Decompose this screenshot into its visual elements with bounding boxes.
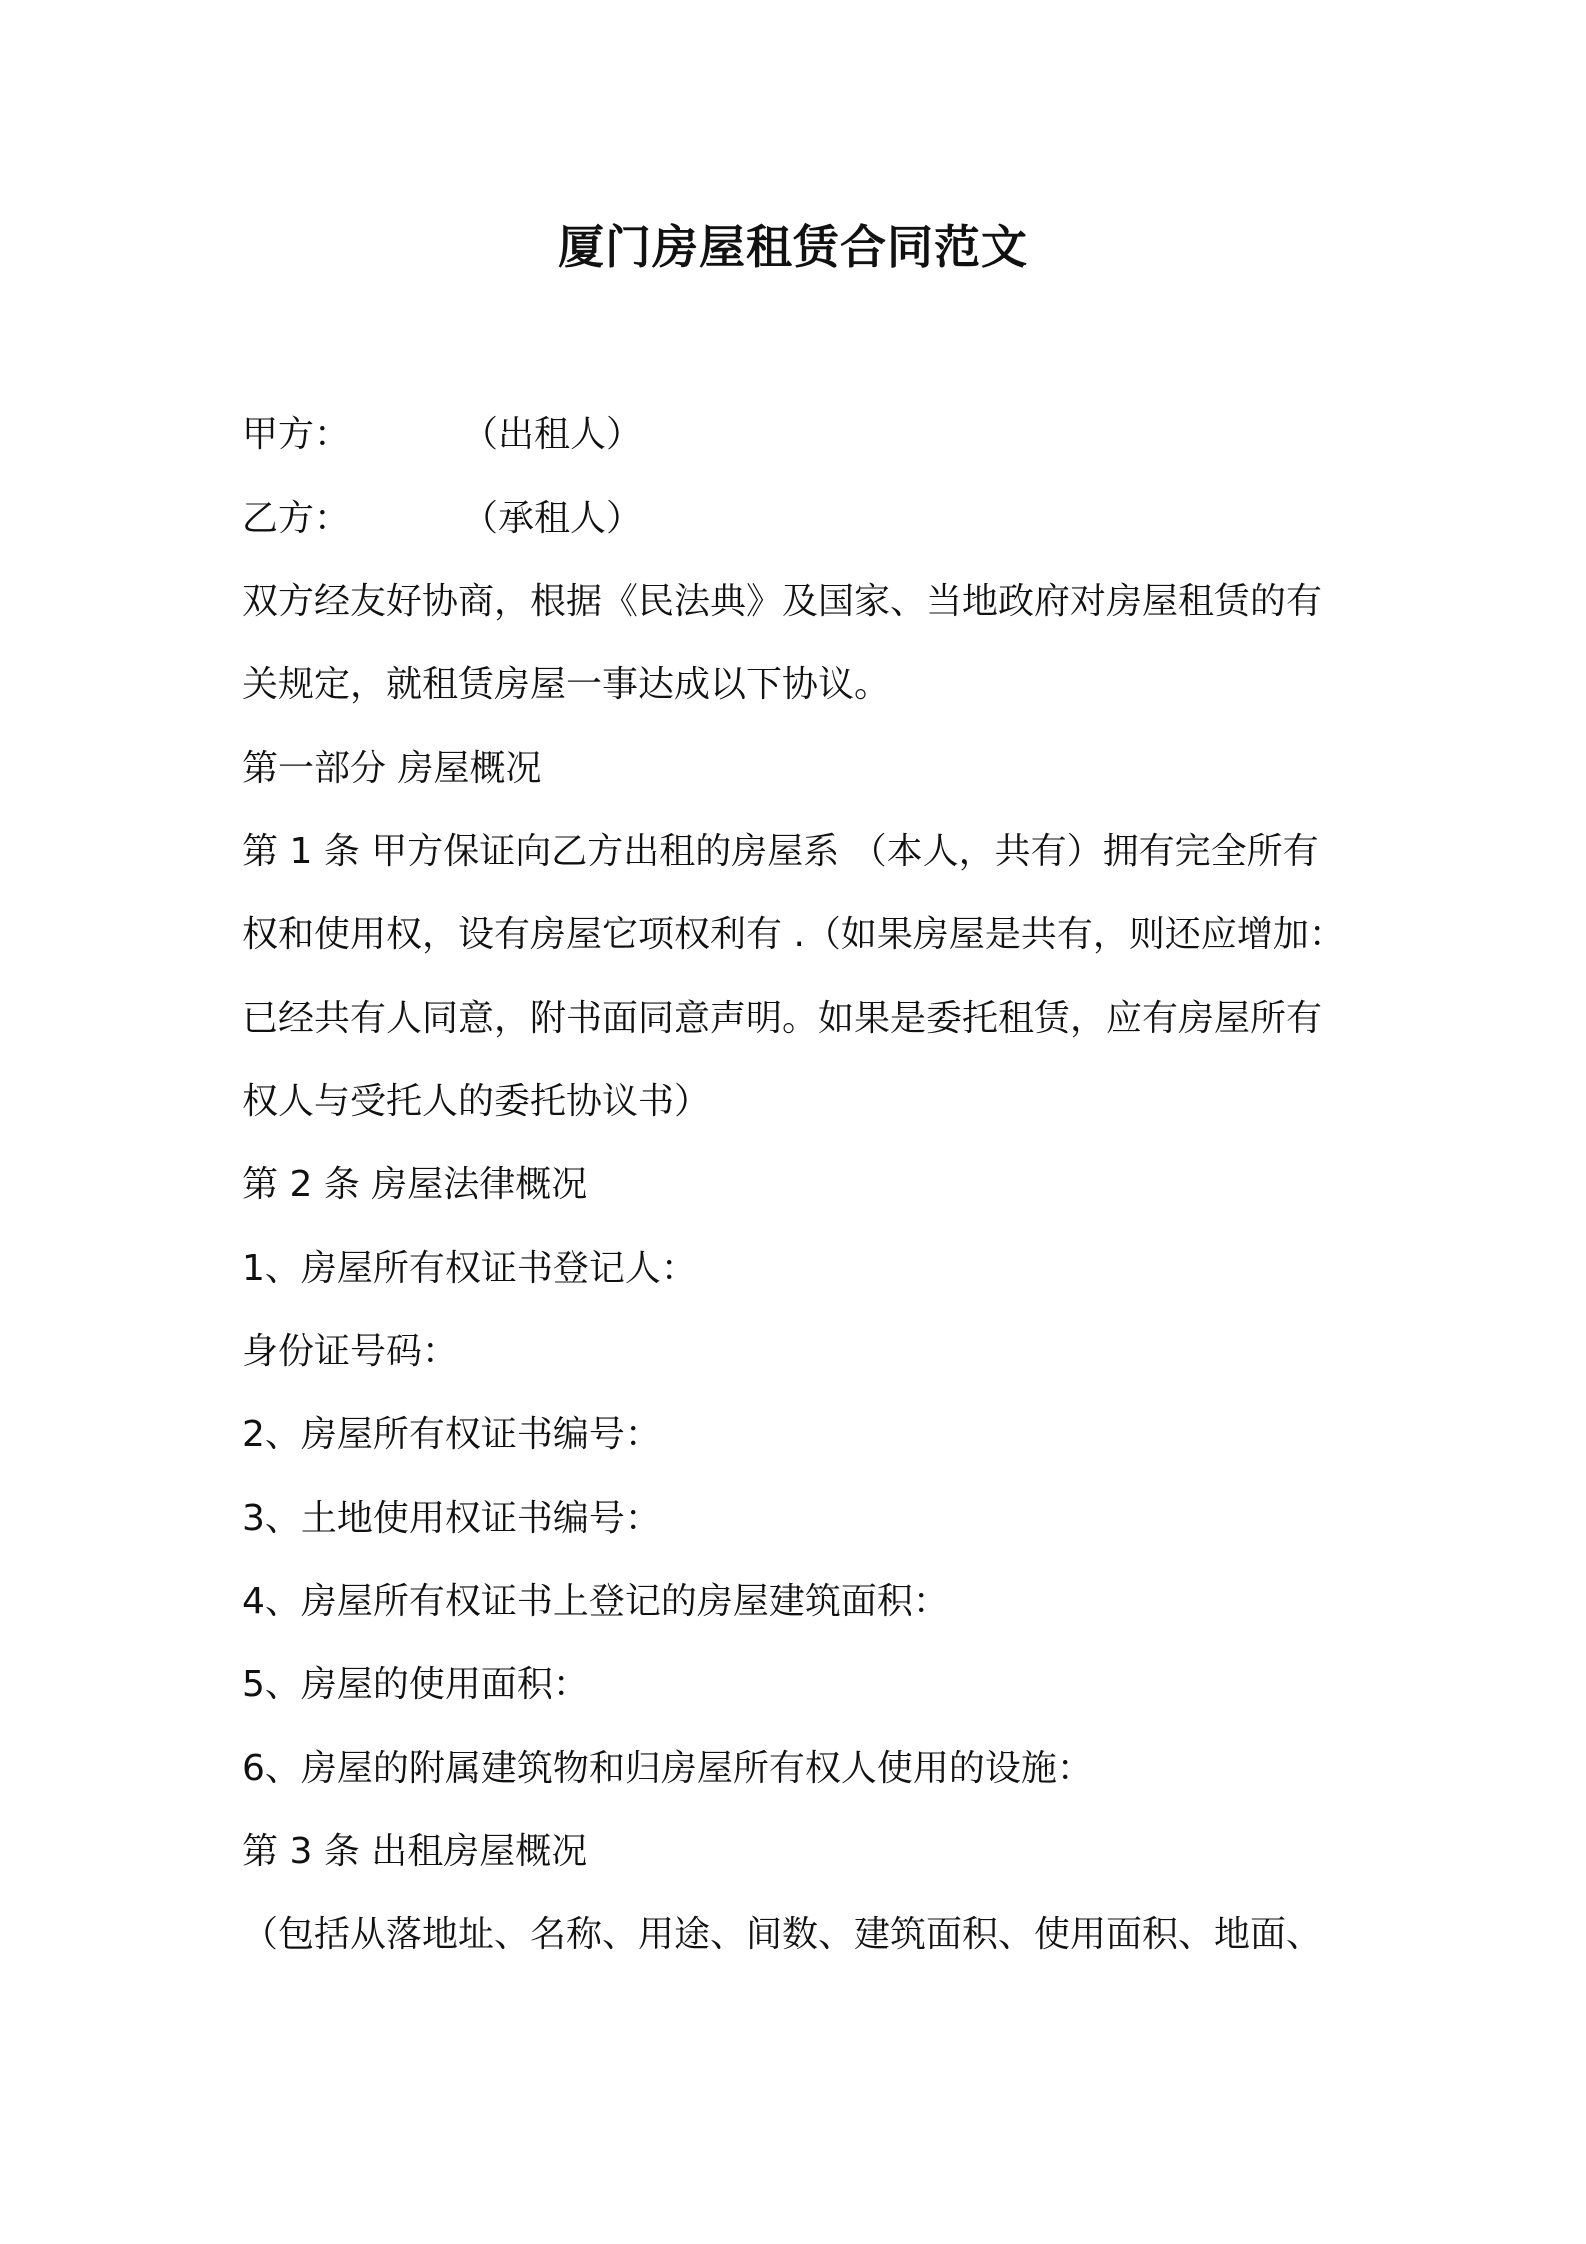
list-item: 6、房屋的附属建筑物和归房屋所有权人使用的设施：	[242, 1748, 1093, 1789]
article-line: 权人与受托人的委托协议书）	[242, 1081, 711, 1122]
list-item: 3、土地使用权证书编号：	[242, 1498, 661, 1539]
list-item: 2、房屋所有权证书编号：	[242, 1414, 661, 1455]
article-heading: 第 3 条 出租房屋概况	[242, 1831, 588, 1872]
party-b-role: （承租人）	[462, 498, 643, 539]
article-heading: 第 2 条 房屋法律概况	[242, 1164, 588, 1205]
body-line: （包括从落地址、名称、用途、间数、建筑面积、使用面积、地面、	[242, 1914, 1323, 1955]
article-line: 权和使用权，设有房屋它项权利有 .（如果房屋是共有，则还应增加：	[242, 914, 1345, 955]
body-line: 双方经友好协商，根据《民法典》及国家、当地政府对房屋租赁的有	[242, 581, 1323, 622]
article-line: 已经共有人同意，附书面同意声明。如果是委托租赁，应有房屋所有	[242, 998, 1323, 1039]
party-a-line	[242, 405, 643, 465]
list-item: 4、房屋所有权证书上登记的房屋建筑面积：	[242, 1581, 949, 1622]
section-heading: 第一部分 房屋概况	[242, 748, 542, 789]
article-line: 第 1 条 甲方保证向乙方出租的房屋系 （本人，共有）拥有完全所有	[242, 831, 1319, 872]
document-title: 厦门房屋租赁合同范文	[558, 220, 1028, 274]
list-item: 5、房屋的使用面积：	[242, 1664, 589, 1705]
list-item: 1、房屋所有权证书登记人：	[242, 1248, 697, 1289]
party-a-role: （出租人）	[462, 414, 643, 455]
body-line: 关规定，就租赁房屋一事达成以下协议。	[242, 664, 891, 705]
party-a-label: 甲方：	[242, 414, 351, 455]
party-b-line	[242, 489, 643, 549]
list-item: 身份证号码：	[242, 1331, 459, 1372]
party-b-label: 乙方：	[242, 498, 351, 539]
